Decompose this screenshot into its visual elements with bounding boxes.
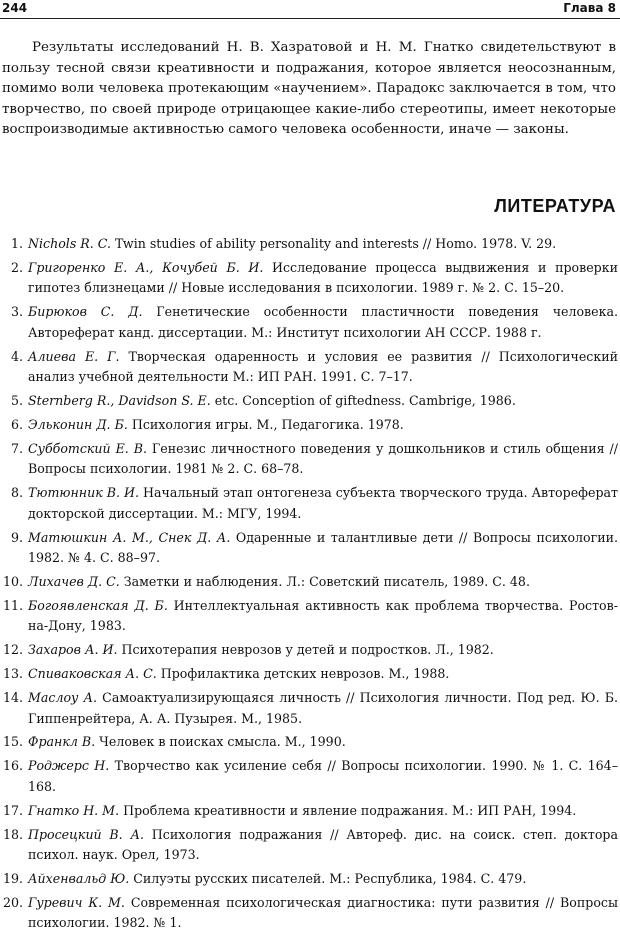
reference-text: Одаренные и талантливые дети // Вопросы психологии. 1982. № 4. С. 88–97. [28,529,618,566]
reference-item [0,801,618,822]
reference-text: Психотерапия неврозов у детей и подростков. Л., 1982. [117,642,494,658]
reference-number: 20. [2,894,23,910]
reference-author: Богоявленская Д. Б. [28,597,168,613]
reference-author: Субботский Е. В. [28,440,147,456]
reference-text: Исследование процесса выдвижения и проверки гипотез близнецами // Новые исследования в психологии. 1989 г. № 2. С. 15–20. [28,259,618,296]
reference-author: Франкл В. [28,734,96,750]
reference-text: Генетические особенности пластичности поведения человека. Автореферат канд. диссертации. М.: Институт психологии АН СССР. 1988 г. [28,304,618,340]
reference-author: Захаров А. И. [28,642,118,658]
reference-number: 13. [2,666,23,682]
reference-item [0,664,618,685]
reference-text: Психология подражания // Автореф. дис. на соиск. степ. доктора психол. наук. Орел, 1973. [28,826,619,863]
reference-item [0,572,618,593]
reference-item [0,347,618,388]
reference-text: Самоактуализирующаяся личность // Психология личности. Под ред. Ю. Б. Гиппенрейтера, А. А. Пузырея. М., 1985. [28,690,618,726]
reference-item [0,234,618,255]
reference-text: Twin studies of ability personality and interests // Homo. 1978. V. 29. [110,236,557,251]
reference-text: Творческая одаренность и условия ее развития // Психологический анализ учебной деятельности М.: ИП РАН. 1991. С. 7–17. [28,348,618,385]
section-title: ЛИТЕРАТУРА [494,196,616,216]
reference-number: 16. [2,758,23,774]
reference-number: 6. [10,416,23,432]
reference-author: Маслоу А. [28,690,98,706]
reference-author: Гуревич К. М. [28,894,125,910]
reference-author: Бирюков С. Д. [28,304,143,320]
reference-number: 3. [10,304,23,320]
reference-author: Nichols R. C. [28,236,111,251]
reference-author: Григоренко Е. А., Кочубей Б. И. [28,259,264,275]
reference-item [0,528,618,569]
reference-number: 19. [2,871,23,887]
reference-number: 4. [10,348,23,364]
header-rule [0,18,620,19]
reference-text: Современная психологическая диагностика: пути развития // Вопросы психологии. 1982. № 1. [28,894,618,931]
reference-number: 15. [2,734,23,750]
reference-number: 9. [10,529,23,545]
reference-list [0,234,618,937]
reference-number: 10. [2,574,23,590]
reference-number: 17. [2,802,23,818]
reference-item [0,258,618,299]
reference-text: Человек в поисках смысла. М., 1990. [95,734,346,750]
reference-author: Роджерс Н. [28,758,110,774]
reference-author: Гнатко Н. М. [28,802,120,818]
reference-text: Профилактика детских неврозов. М., 1988. [156,666,450,682]
reference-item [0,825,618,866]
reference-author: Матюшкин А. М., Снек Д. А. [28,529,231,545]
page-number: 244 [2,1,28,15]
reference-number: 7. [10,440,23,456]
reference-item [0,415,618,436]
reference-author: Эльконин Д. Б. [28,416,128,432]
reference-item [0,391,618,412]
reference-text: Проблема креативности и явление подражания. М.: ИП РАН, 1994. [119,802,577,818]
reference-text: Силуэты русских писателей. М.: Республика, 1984. С. 479. [129,871,527,887]
intro-paragraph: Результаты исследований Н. В. Хазратовой и Н. М. Гнатко свидетельствуют в пользу тесной связи креативности и подражания, которое является неосознанным, помимо воли человека протекающим «научением». Парадокс заключается в том, что творчество, по своей природе отрицающее какие-либо стереотипы, имеет некоторые воспроизводимые активностью самого человека особенности, иначе — законы. [2,40,616,137]
reference-number: 11. [2,597,23,613]
chapter-label: Глава 8 [563,1,616,15]
reference-item [0,302,618,343]
reference-item [0,893,618,934]
reference-number: 8. [10,485,23,501]
reference-text: Интеллектуальная активность как проблема творчества. Ростов-на-Дону, 1983. [28,597,618,634]
reference-text: Начальный этап онтогенеза субъекта творческого труда. Автореферат докторской диссертации. М.: МГУ, 1994. [28,485,619,521]
reference-text: Заметки и наблюдения. Л.: Советский писатель, 1989. С. 48. [119,574,530,590]
reference-item [0,756,618,797]
reference-author: Лихачев Д. С. [28,574,120,590]
reference-author: Спиваковская А. С. [28,666,157,682]
reference-number: 1. [10,236,23,251]
reference-number: 14. [2,690,23,706]
reference-number: 2. [10,259,23,275]
reference-author: Sternberg R., Davidson S. E. [28,393,211,409]
reference-author: Айхенвальд Ю. [28,871,130,887]
reference-number: 5. [10,393,23,409]
reference-text: etc. Conception of giftedness. Cambrige, 1986. [210,393,516,409]
reference-item [0,688,618,729]
reference-item [0,483,618,524]
reference-number: 18. [2,826,23,842]
reference-text: Психология игры. М., Педагогика. 1978. [127,416,404,432]
reference-item [0,439,618,480]
reference-item [0,596,618,637]
reference-text: Генезис личностного поведения у дошкольников и стиль общения // Вопросы психологии. 1981 № 2. С. 68–78. [28,440,618,477]
reference-author: Тютюнник В. И. [28,485,139,501]
reference-author: Алиева Е. Г. [28,348,120,364]
reference-item [0,869,618,890]
reference-item [0,732,618,753]
reference-number: 12. [2,642,23,658]
reference-text: Творчество как усиление себя // Вопросы психологии. 1990. № 1. С. 164–168. [28,758,618,794]
reference-author: Просецкий В. А. [28,826,145,842]
reference-item [0,640,618,661]
